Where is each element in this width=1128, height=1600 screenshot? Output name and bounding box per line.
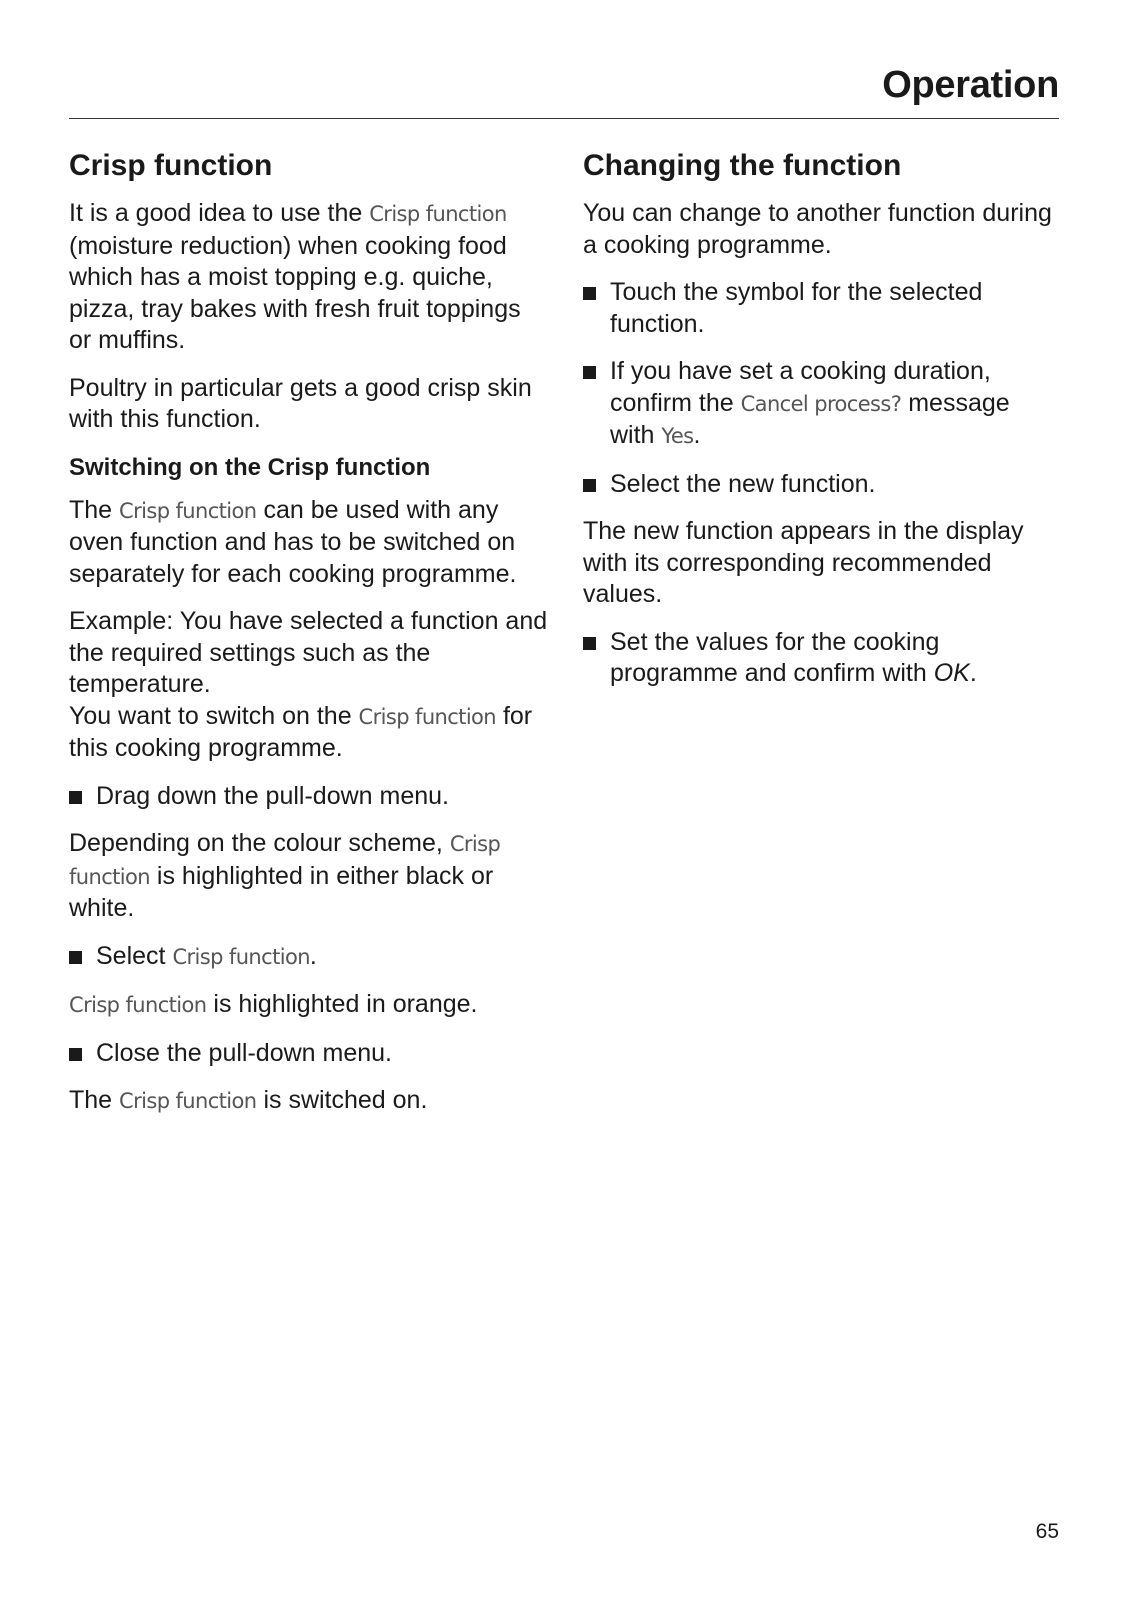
ui-term: Crisp function bbox=[172, 944, 310, 969]
ui-term: Crisp function bbox=[369, 202, 507, 226]
changing-function-heading: Changing the function bbox=[583, 149, 902, 182]
square-bullet-icon bbox=[583, 479, 596, 492]
step-select-new-function: Select the new function. bbox=[583, 469, 1059, 501]
crisp-usage-paragraph: The Crisp function can be used with any oven function and has to be switched on separately for each cooking programme. bbox=[69, 495, 517, 588]
switched-on-paragraph: The Crisp function is switched on. bbox=[69, 1086, 428, 1114]
ui-term: Crisp function bbox=[69, 832, 501, 889]
highlighted-orange-paragraph: Crisp function is highlighted in orange. bbox=[69, 990, 478, 1018]
square-bullet-icon bbox=[69, 1048, 82, 1061]
step-close-menu: Close the pull-down menu. bbox=[69, 1038, 549, 1070]
step-select-crisp: Select Crisp function. bbox=[69, 941, 549, 974]
ui-term: Crisp function bbox=[69, 993, 207, 1017]
page-number: 65 bbox=[1035, 1520, 1059, 1543]
step-set-values: Set the values for the cooking programme and confirm with OK. bbox=[583, 627, 1059, 690]
square-bullet-icon bbox=[583, 637, 596, 650]
change-intro-paragraph: You can change to another function during a cooking programme. bbox=[583, 199, 1052, 259]
square-bullet-icon bbox=[583, 366, 596, 379]
crisp-intro-paragraph: It is a good idea to use the Crisp function (moisture reduction) when cooking food which has a moist topping e.g. quiche, pizza, tray bakes with fresh fruit toppings or muffins. bbox=[69, 199, 521, 354]
step-confirm-cancel: If you have set a cooking duration, confirm the Cancel process? message with Yes. bbox=[583, 356, 1059, 453]
left-column bbox=[69, 146, 549, 1134]
step-touch-symbol: Touch the symbol for the selected function. bbox=[583, 277, 1059, 340]
crisp-function-heading: Crisp function bbox=[69, 149, 273, 182]
section-title: Operation bbox=[882, 64, 1059, 106]
ui-term: Crisp function bbox=[119, 1089, 257, 1113]
header-divider bbox=[69, 118, 1059, 119]
right-column bbox=[583, 146, 1059, 706]
square-bullet-icon bbox=[583, 287, 596, 300]
example-paragraph: Example: You have selected a function and the required settings such as the temperature. You want to switch on the Crisp function for this cooking programme. bbox=[69, 607, 548, 762]
poultry-paragraph: Poultry in particular gets a good crisp skin with this function. bbox=[69, 373, 532, 433]
ui-term: Yes bbox=[661, 424, 694, 448]
new-function-paragraph: The new function appears in the display with its corresponding recommended values. bbox=[583, 517, 1024, 608]
ui-term: Crisp function bbox=[358, 704, 497, 729]
step-drag-down-menu: Drag down the pull-down menu. bbox=[69, 781, 549, 813]
ui-term: Crisp function bbox=[119, 498, 257, 523]
ui-term: Cancel process? bbox=[740, 391, 902, 416]
square-bullet-icon bbox=[69, 951, 82, 964]
colour-scheme-paragraph: Depending on the colour scheme, Crisp function is highlighted in either black or white. bbox=[69, 829, 501, 922]
square-bullet-icon bbox=[69, 791, 82, 804]
ok-term: OK bbox=[933, 659, 970, 687]
switching-on-subheading: Switching on the Crisp function bbox=[69, 453, 431, 481]
